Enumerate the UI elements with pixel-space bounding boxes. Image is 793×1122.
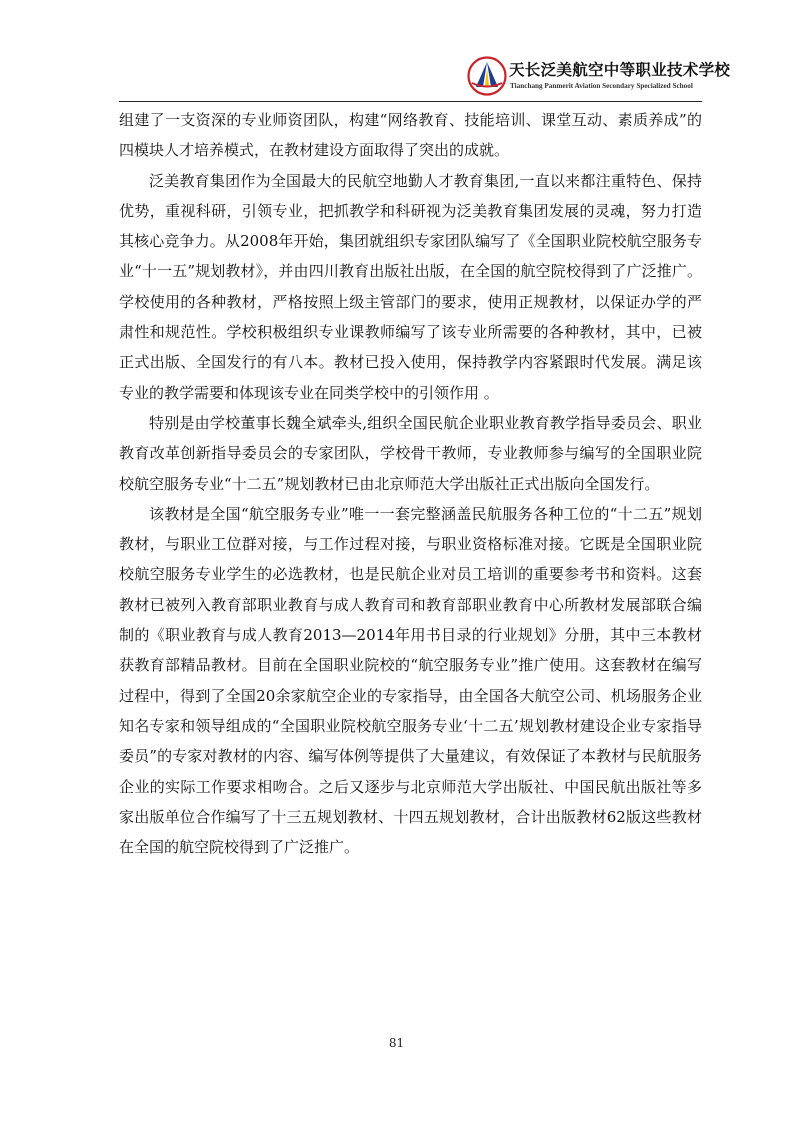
school-name-cn: 天长泛美航空中等职业技术学校 bbox=[509, 60, 731, 79]
paragraph-2: 泛美教育集团作为全国最大的民航空地勤人才教育集团,一直以来都注重特色、保持优势，重视科研，引领专业，把抓教学和科研视为泛美教育集团发展的灵魂，努力打造其核心竞争力。从2008年开始，集团就组织专家团队编写了《全国职业院校航空服务专业“十一五”规划教材》，并由四川教育出版社出版，在全国的航空院校得到了广泛推广。学校使用的各种教材，严格按照上级主管部门的要求，使用正规教材，以保证办学的严肃性和规范性。学校积极组织专业课教师编写了该专业所需要的各种教材，其中，已被正式出版、全国发行的有八本。教材已投入使用，保持教学内容紧跟时代发展。满足该专业的教学需要和体现该专业在同类学校中的引领作用 。 bbox=[119, 171, 702, 402]
page-header bbox=[119, 52, 731, 102]
document-body bbox=[119, 105, 702, 862]
school-name-en: Tianchang Panmerit Aviation Secondary Specialized School bbox=[510, 82, 693, 90]
paragraph-1: 组建了一支资深的专业师资团队，构建“网络教育、技能培训、课堂互动、素质养成”的四模块人才培养模式，在教材建设方面取得了突出的成就。 bbox=[119, 111, 702, 160]
school-logo-icon bbox=[467, 56, 507, 96]
paragraph-4: 该教材是全国“航空服务专业”唯一一套完整涵盖民航服务各种工位的“十二五”规划教材，与职业工位群对接，与工作过程对接，与职业资格标准对接。它既是全国职业院校航空服务专业学生的必选教材，也是民航企业对员工培训的重要参考书和资料。这套教材已被列入教育部职业教育与成人教育司和教育部职业教育中心所教材发展部联合编制的《职业教育与成人教育2013—2014年用书目录的行业规划》分册，其中三本教材获教育部精品教材。目前在全国职业院校的“航空服务专业”推广使用。这套教材在编写过程中，得到了全国20余家航空企业的专家指导，由全国各大航空公司、机场服务企业知名专家和领导组成的“全国职业院校航空服务专业‘十二五’规划教材建设企业专家指导委员”的专家对教材的内容、编写体例等提供了大量建议，有效保证了本教材与民航服务企业的实际工作要求相吻合。之后又逐步与北京师范大学出版社、中国民航出版社等多家出版单位合作编写了十三五规划教材、十四五规划教材，合计出版教材62版这些教材在全国的航空院校得到了广泛推广。 bbox=[119, 504, 702, 857]
page-number: 81 bbox=[388, 1036, 405, 1050]
paragraph-3: 特别是由学校董事长魏全斌牵头,组织全国民航企业职业教育教学指导委员会、职业教育改革创新指导委员会的专家团队，学校骨干教师，专业教师参与编写的全国职业院校航空服务专业“十二五”规划教材已由北京师范大学出版社正式出版向全国发行。 bbox=[119, 413, 702, 493]
header-divider bbox=[119, 101, 702, 102]
